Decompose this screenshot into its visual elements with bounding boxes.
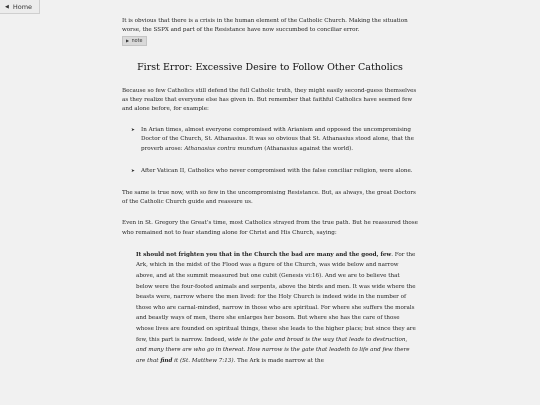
paragraph-few-catholics: Because so few Catholics still defend the full Catholic truth, they might easily second-guess themselves as they realize that everyone else has given in. But remember that faithful Catholics have seemed few and alone before, for example:	[122, 87, 417, 113]
quote-italic-citation: it (St. Matthew 7:13)	[172, 357, 234, 364]
paragraph-resistance: The same is true now, with so few in the uncompromising Resistance. But, as always, the great Doctors of the Catholic Church guide and reassure us.	[122, 190, 416, 206]
triangle-right-icon: ▶	[126, 38, 130, 44]
note-label: note	[131, 39, 143, 45]
bullet-arrow-icon: ➤	[131, 168, 135, 174]
bullet-arrow-icon: ➤	[131, 128, 135, 134]
quote-bold: It should not frighten you that in the Church the bad are many and the good, few	[136, 251, 392, 258]
quote-text-tail: . The Ark is made narrow at the	[233, 357, 324, 364]
triangle-left-icon: ◀	[5, 3, 9, 10]
list-item	[122, 167, 418, 176]
gregory-quote	[136, 250, 418, 367]
home-label: Home	[12, 2, 33, 11]
article	[122, 17, 418, 366]
list-item	[122, 126, 418, 154]
bullet-italic-proverb: Athanasius contra mundum	[184, 145, 263, 152]
note-toggle-button[interactable]	[122, 36, 147, 46]
bullet-text-tail: (Athanasius against the world).	[262, 145, 354, 152]
examples-list	[122, 126, 418, 176]
bullet-text: In Arian times, almost everyone compromised with Arianism and opposed the uncompromising Doctor of the Church, St. Athanasius. It was so obvious that St. Athanasius stood alone, that the proverb arose:	[141, 127, 414, 152]
home-button[interactable]	[0, 0, 40, 14]
intro-paragraph: It is obvious that there is a crisis in the human element of the Catholic Church. Making the situation worse, the SSPX and part of the Resistance have now succumbed to conciliar error.	[122, 18, 408, 34]
quote-text: . For the Ark, which in the midst of the Flood was a figure of the Church, was wide below and narrow above, and at the summit measured but one cubit (Genesis vi:16). And we are to believe that below were the four-footed animals and serpents, above the birds and men. It was wide where the beasts were, narrow where the men lived: for the Holy Church is indeed wide in the number of those who are carnal-minded, narrow in those who are spiritual. For where she suffers the morals and beastly ways of men, there she enlarges her bosom. But where she has the care of those whose lives are founded on spiritual things, these she leads to the higher place; but since they are few, this part is narrow. Indeed,	[136, 251, 416, 343]
paragraph-gregory: Even in St. Gregory the Great’s time, most Catholics strayed from the true path. But he reassured those who remained not to fear standing alone for Christ and His Church, saying:	[122, 220, 418, 236]
bullet-text: After Vatican II, Catholics who never compromised with the false conciliar religion, were alone.	[141, 167, 413, 174]
section-heading: First Error: Excessive Desire to Follow Other Catholics	[137, 61, 403, 73]
quote-italic: wide is the gate and broad is the way that leads to destruction, and many there are who go in thereat. How narrow is the gate that leadeth to life and few there are that	[136, 336, 410, 364]
quote-bold-italic: find	[160, 357, 173, 364]
